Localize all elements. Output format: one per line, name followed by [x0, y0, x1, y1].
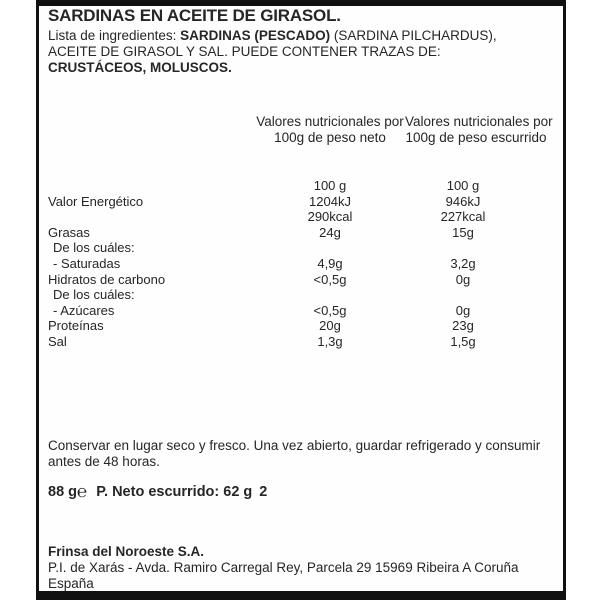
ingredients-line: Lista de ingredientes: SARDINAS (PESCADO) (SARDINA PILCHARDUS), — [48, 28, 497, 43]
manufacturer-name: Frinsa del Noroeste S.A. — [48, 544, 205, 559]
weight-code: 2 — [259, 484, 268, 500]
value-drained: 15g — [452, 224, 474, 240]
value-net: 290kcal — [307, 209, 353, 225]
value-drained: 23g — [452, 318, 474, 334]
value-net: <0,5g — [313, 302, 347, 318]
value-drained: 1,5g — [450, 333, 476, 349]
nutrient-name: Grasas — [48, 224, 90, 240]
nutrient-name: Hidratos de carbono — [48, 271, 166, 287]
value-drained — [405, 287, 521, 303]
nutrition-row — [39, 256, 563, 272]
value-drained: 3,2g — [450, 255, 476, 271]
nutrition-row — [39, 287, 563, 303]
value-net — [255, 287, 405, 303]
net-weight-line — [48, 482, 267, 502]
value-drained: 0g — [455, 302, 471, 318]
value-drained: 100 g — [446, 178, 480, 193]
manufacturer-block — [48, 544, 519, 592]
nutrition-row — [39, 194, 563, 210]
value-drained: 227kcal — [440, 209, 486, 225]
nutrition-row — [39, 272, 563, 288]
value-net: 100 g — [313, 178, 347, 193]
product-title: SARDINAS EN ACEITE DE GIRASOL. — [48, 6, 341, 25]
nutrient-name: De los cuáles: — [53, 287, 135, 303]
storage-text — [48, 438, 540, 470]
value-net: <0,5g — [313, 271, 347, 287]
nutrient-name: Sal — [48, 333, 67, 349]
column-header-drained-weight: Valores nutricionales por 100g de peso escurrido — [405, 114, 553, 145]
value-net: 1,3g — [317, 333, 343, 349]
nutrient-name: - Azúcares — [53, 302, 115, 318]
ingredients-line: ACEITE DE GIRASOL Y SAL. PUEDE CONTENER TRAZAS DE: — [48, 43, 441, 59]
header-spacer — [39, 114, 255, 146]
nutrient-name: Proteínas — [48, 318, 104, 334]
storage-line: Conservar en lugar seco y fresco. Una vez abierto, guardar refrigerado y consumir — [48, 438, 541, 453]
manufacturer-country: España — [48, 576, 94, 591]
nutrition-row — [39, 240, 563, 256]
ingredients-text — [48, 28, 497, 75]
value-net: 24g — [319, 224, 341, 240]
manufacturer-address: P.I. de Xarás - Avda. Ramiro Carregal Rey, Parcela 29 15969 Ribeira A Coruña — [48, 560, 519, 575]
storage-line: antes de 48 horas. — [48, 454, 160, 469]
nutrient-name: - Saturadas — [53, 255, 121, 271]
estimated-sign-icon: ℮ — [77, 482, 88, 501]
nutrition-row — [39, 303, 563, 319]
drained-weight: P. Neto escurrido: 62 g — [96, 484, 253, 500]
product-label — [36, 0, 566, 600]
nutrition-row — [39, 209, 563, 225]
column-header-net-weight: Valores nutricionales por 100g de peso neto — [256, 114, 404, 145]
value-net: 4,9g — [317, 255, 343, 271]
nutrition-headers — [39, 114, 553, 146]
nutrient-name — [39, 209, 255, 225]
value-net: 1204kJ — [309, 193, 351, 209]
ingredients-line: CRUSTÁCEOS, MOLUSCOS. — [48, 59, 232, 75]
nutrition-row — [39, 225, 563, 241]
nutrient-name: Valor Energético — [48, 193, 144, 209]
nutrition-row — [39, 334, 563, 350]
nutrition-table — [39, 178, 563, 350]
nutrition-row — [39, 318, 563, 334]
value-drained — [405, 240, 521, 256]
value-drained: 946kJ — [445, 193, 481, 209]
value-net — [255, 240, 405, 256]
nutrient-name — [39, 178, 255, 194]
nutrient-name: De los cuáles: — [53, 240, 135, 256]
value-drained: 0g — [455, 271, 471, 287]
net-weight: 88 g — [48, 484, 78, 500]
nutrition-row — [39, 178, 563, 194]
value-net: 20g — [319, 318, 341, 334]
